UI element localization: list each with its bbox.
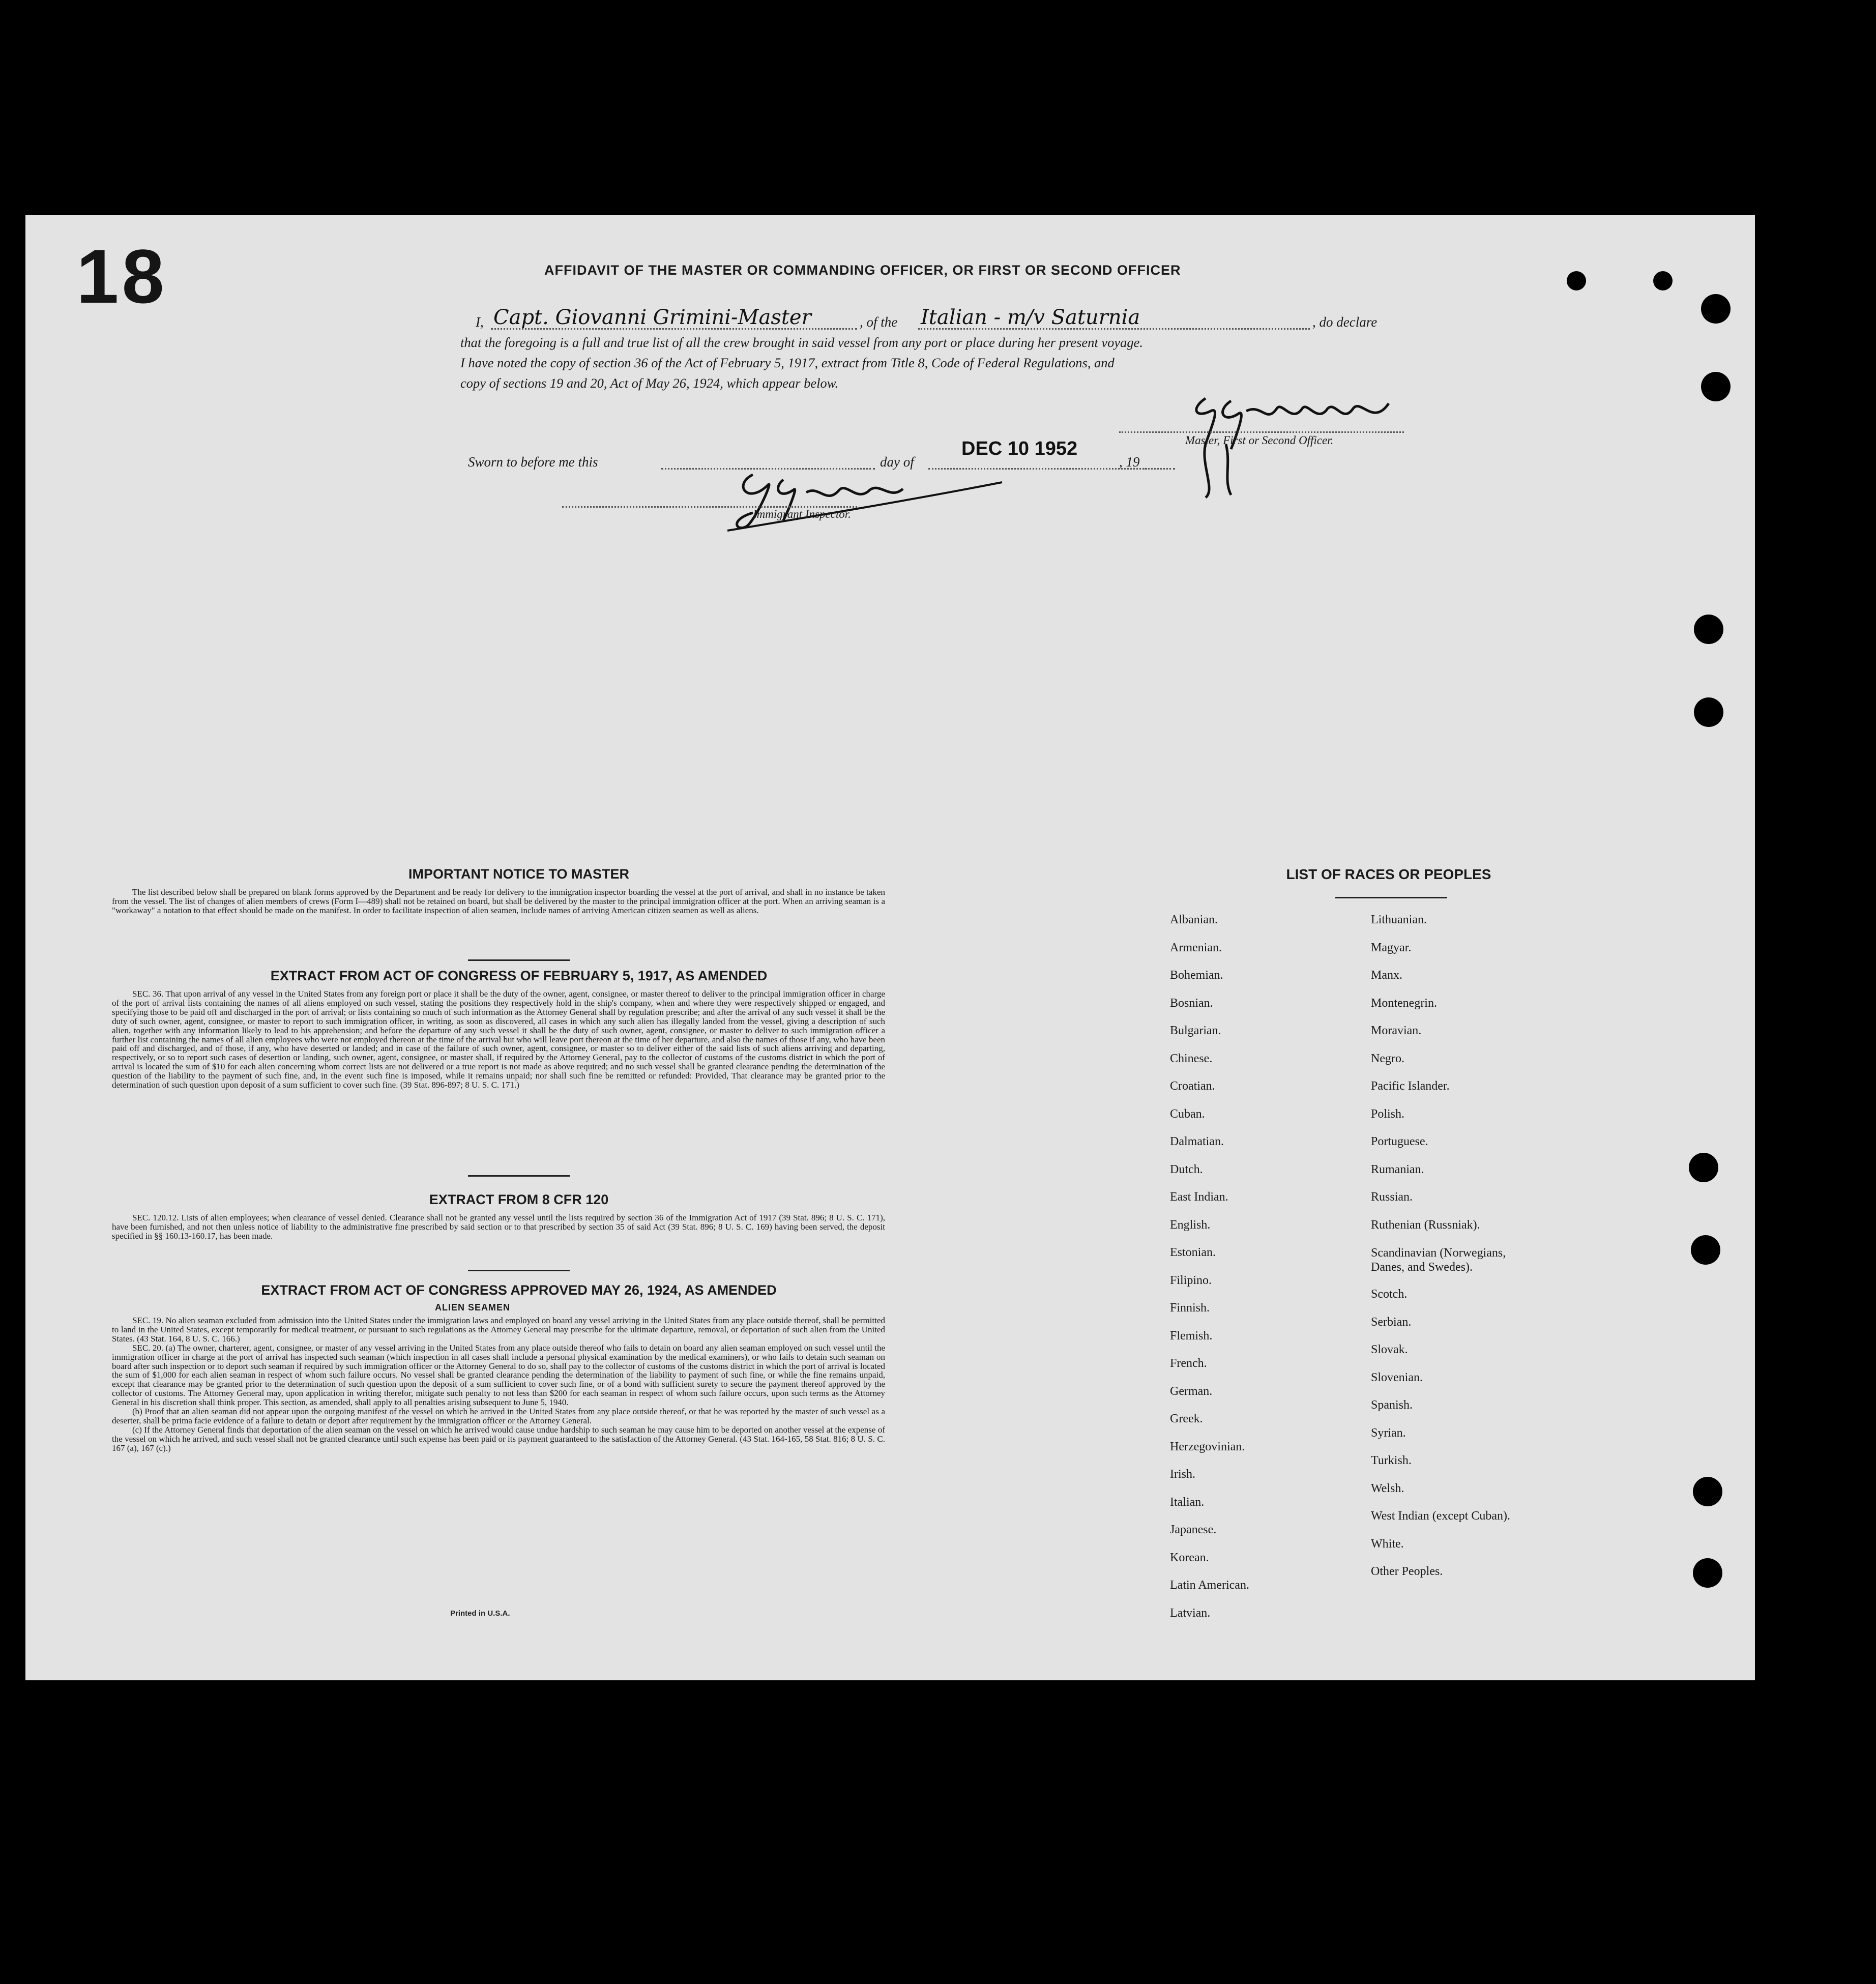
race-item: Dalmatian. bbox=[1170, 1135, 1224, 1148]
master-signature-line bbox=[1119, 431, 1404, 433]
master-signature-label: Master, First or Second Officer. bbox=[1185, 434, 1334, 447]
affidavit-title: AFFIDAVIT OF THE MASTER OR COMMANDING OFFICER, OR FIRST OR SECOND OFFICER bbox=[544, 262, 1181, 278]
inspector-signature bbox=[717, 464, 1012, 536]
master-name-handwritten: Capt. Giovanni Grimini-Master bbox=[493, 306, 811, 329]
race-item: Russian. bbox=[1371, 1190, 1413, 1204]
sworn-year-line bbox=[1145, 468, 1175, 470]
punch-hole bbox=[1694, 697, 1723, 727]
extract-1924-title: EXTRACT FROM ACT OF CONGRESS APPROVED MAY 26, 1924, AS AMENDED bbox=[261, 1282, 777, 1298]
race-item: Greek. bbox=[1170, 1412, 1203, 1425]
race-item: Scotch. bbox=[1371, 1288, 1408, 1301]
sworn-prefix: Sworn to before me this bbox=[468, 454, 598, 470]
declaration-prefix: I, bbox=[476, 314, 484, 330]
extract-1924-body bbox=[112, 1316, 885, 1453]
extract-1924-paragraph: SEC. 19. No alien seaman excluded from admission into the United States under the immigration laws and employed on board any vessel arriving in the United States from any place outside thereof, shall be permitted to land in the United States, except temporarily for medical treatment, or pursuant to such regulations as the Attorney General may prescribe for the ultimate departure, removal, or deportation of such alien from the United States. (43 Stat. 164, 8 U. S. C. 166.) bbox=[112, 1316, 885, 1344]
race-item: Ruthenian (Russniak). bbox=[1371, 1218, 1480, 1232]
race-item: Turkish. bbox=[1371, 1454, 1412, 1467]
declaration-line-3: I have noted the copy of section 36 of the Act of February 5, 1917, extract from Title 8, Code of Federal Regulations, and bbox=[460, 355, 1115, 370]
extract-1917-title: EXTRACT FROM ACT OF CONGRESS OF FEBRUARY 5, 1917, AS AMENDED bbox=[270, 968, 768, 983]
race-item: Korean. bbox=[1170, 1551, 1209, 1564]
race-item: Italian. bbox=[1170, 1495, 1205, 1509]
race-item: Bohemian. bbox=[1170, 969, 1223, 982]
race-item: Montenegrin. bbox=[1371, 996, 1437, 1010]
race-item: Flemish. bbox=[1170, 1329, 1213, 1343]
extract-1924-subtitle: ALIEN SEAMEN bbox=[435, 1302, 511, 1312]
race-item: Slovenian. bbox=[1371, 1370, 1423, 1384]
races-divider bbox=[1335, 897, 1447, 898]
race-item: Magyar. bbox=[1371, 941, 1412, 954]
race-item: Other Peoples. bbox=[1371, 1565, 1443, 1578]
vessel-name-handwritten: Italian - m/v Saturnia bbox=[921, 306, 1140, 329]
race-item: Croatian. bbox=[1170, 1079, 1215, 1093]
notice-title: IMPORTANT NOTICE TO MASTER bbox=[408, 866, 629, 882]
race-item: Syrian. bbox=[1371, 1426, 1406, 1440]
race-item: Bosnian. bbox=[1170, 996, 1213, 1010]
section-divider bbox=[468, 1175, 570, 1177]
race-item: Polish. bbox=[1371, 1107, 1405, 1121]
extract-cfr-body: SEC. 120.12. Lists of alien employees; when clearance of vessel denied. Clearance shall not be granted any vessel until the lists required by section 36 of the Immigration Act of 1917 (39 Stat. 896; 8 U. S. C. 171), have been furnished, and not then unless notice of liability to the administrative fine prescribed by said section or to that prescribed by section 35 of said Act (39 Stat. 896; 8 U. S. C. 169) having been served, the deposit specified in §§ 160.13-160.17, has been made. bbox=[112, 1213, 885, 1241]
race-item: Dutch. bbox=[1170, 1162, 1203, 1176]
document-sheet bbox=[25, 215, 1755, 1680]
race-item: German. bbox=[1170, 1384, 1213, 1398]
section-divider bbox=[468, 1270, 570, 1271]
race-item: Irish. bbox=[1170, 1468, 1195, 1481]
race-item: Chinese. bbox=[1170, 1052, 1213, 1065]
punch-hole bbox=[1693, 1477, 1722, 1506]
race-item: Serbian. bbox=[1371, 1315, 1412, 1329]
races-title: LIST OF RACES OR PEOPLES bbox=[1286, 866, 1491, 882]
punch-hole bbox=[1693, 1558, 1722, 1588]
punch-hole bbox=[1694, 615, 1723, 644]
race-item: Estonian. bbox=[1170, 1246, 1216, 1259]
race-item: Japanese. bbox=[1170, 1523, 1217, 1536]
race-item: Negro. bbox=[1371, 1052, 1404, 1065]
race-item: Scandinavian (Norwegians, Danes, and Swedes). bbox=[1371, 1246, 1506, 1274]
race-item: Cuban. bbox=[1170, 1107, 1205, 1121]
punch-hole bbox=[1689, 1153, 1718, 1182]
printed-in-label: Printed in U.S.A. bbox=[450, 1609, 510, 1618]
race-item: Herzegovinian. bbox=[1170, 1440, 1245, 1453]
notice-body: The list described below shall be prepared on blank forms approved by the Department and be ready for delivery to the immigration inspector boarding the vessel at the port of arrival, and shall in no instance be taken from the vessel. The list of changes of alien members of crews (Form I—489) shall not be retained on board, but shall be delivered by the master to the principal immigration officer at the port. When an arriving seaman is a "workaway" a notation to that effect should be made on the manifest. In order to facilitate inspection of alien seamen, include names of arriving American citizen seamen as well as aliens. bbox=[112, 887, 885, 915]
race-item: Finnish. bbox=[1170, 1301, 1210, 1315]
extract-1924-paragraph: (c) If the Attorney General finds that deportation of the alien seaman on the vessel on which he arrived would cause undue hardship to such seaman he may cause him to be deported on another vessel at the expense of the vessel on which he arrived, and such vessel shall not be granted clearance until such expense has been paid or its payment guaranteed to the satisfaction of the Attorney General. (43 Stat. 164-165, 58 Stat. 816; 8 U. S. C. 167 (a), 167 (c).) bbox=[112, 1424, 885, 1453]
extract-cfr-title: EXTRACT FROM 8 CFR 120 bbox=[429, 1192, 609, 1207]
race-item: French. bbox=[1170, 1357, 1207, 1370]
extract-1924-paragraph: (b) Proof that an alien seaman did not appear upon the outgoing manifest of the vessel on which he arrived in the United States from any place outside thereof, or that he was reported by the master of such vessel as a deserter, shall be prima facie evidence of a failure to detain or deport after requirement by the immigration officer or the Attorney General. bbox=[112, 1407, 885, 1425]
section-divider bbox=[468, 959, 570, 961]
race-item: Filipino. bbox=[1170, 1273, 1212, 1287]
corner-page-mark: 18 bbox=[76, 234, 167, 319]
race-item: Albanian. bbox=[1170, 913, 1218, 926]
race-item: Welsh. bbox=[1371, 1481, 1404, 1495]
race-item: Latvian. bbox=[1170, 1606, 1211, 1620]
race-item: East Indian. bbox=[1170, 1190, 1228, 1204]
race-item: Slovak. bbox=[1371, 1343, 1408, 1356]
race-item: Rumanian. bbox=[1371, 1162, 1424, 1176]
race-item: English. bbox=[1170, 1218, 1211, 1232]
sworn-date-stamp: DEC 10 1952 bbox=[961, 438, 1078, 459]
race-item: Lithuanian. bbox=[1371, 913, 1427, 926]
vessel-name-line bbox=[918, 328, 1310, 330]
race-item: Latin American. bbox=[1170, 1579, 1249, 1592]
race-item: Spanish. bbox=[1371, 1398, 1413, 1412]
sworn-day-label: day of bbox=[880, 454, 914, 470]
inspector-signature-label: Immigrant Inspector. bbox=[753, 508, 851, 520]
declaration-line-4: copy of sections 19 and 20, Act of May 26, 1924, which appear below. bbox=[460, 375, 839, 391]
punch-hole bbox=[1701, 372, 1731, 401]
sworn-year: , 19 bbox=[1119, 454, 1140, 470]
punch-hole bbox=[1653, 271, 1673, 290]
race-item: Bulgarian. bbox=[1170, 1024, 1221, 1037]
punch-hole bbox=[1691, 1235, 1720, 1265]
declaration-suffix: , do declare bbox=[1312, 314, 1377, 330]
races-right-column bbox=[1371, 913, 1656, 1593]
race-item: West Indian (except Cuban). bbox=[1371, 1509, 1510, 1523]
race-item: Moravian. bbox=[1371, 1024, 1422, 1037]
declaration-line-2: that the foregoing is a full and true list of all the crew brought in said vessel from any port or place during her present voyage. bbox=[460, 335, 1144, 350]
declaration-mid: , of the bbox=[860, 314, 898, 330]
punch-hole bbox=[1701, 294, 1731, 324]
punch-hole bbox=[1567, 271, 1586, 290]
race-item: White. bbox=[1371, 1537, 1404, 1551]
race-item: Portuguese. bbox=[1371, 1135, 1428, 1148]
race-item: Armenian. bbox=[1170, 941, 1222, 954]
extract-1917-body: SEC. 36. That upon arrival of any vessel in the United States from any foreign port or place it shall be the duty of the owner, agent, consignee, or master thereof to deliver to the principal immigration officer in charge of the port of arrival lists containing the names of all aliens employed on such vessel, stating the positions they respectively hold in the ship's company, when and where they were respectively shipped or engaged, and specifying those to be paid off and discharged in the port of arrival; or lists containing so much of such information as the Attorney General shall by regulation prescribe; and after the arrival of any such vessel it shall be the duty of such owner, agent, consignee, or master to report to such immigration officer, in writing, as soon as discovered, all cases in which any such alien has illegally landed from the vessel, giving a description of such alien, together with any information likely to lead to his apprehension; and before the departure of any such vessel it shall be the duty of such owner, agent, consignee, or master to deliver to such immigration officer a further list containing the names of all alien employees who were not employed thereon at the time of the arrival but who will leave port thereon at the time of her departure, and also the names of those if any, who have been paid off and discharged, and of those, if any, who have deserted or landed; and in case of the failure of such owner, agent, consignee, or master so to deliver either of the said lists of such aliens arriving and departing, respectively, or so to report such cases of desertion or landing, such owner, agent, consignee, or master shall, if required by the Attorney General, pay to the collector of customs of the customs district in which the port of arrival is located the sum of $10 for each alien concerning whom correct lists are not delivered or a true report is not made as above required; and no such vessel shall be granted clearance pending the determination of the question of the liability to the payment of such fine, and, in the event such fine is imposed, while it remains unpaid; nor shall such fine be remitted or refunded: Provided, That clearance may be granted prior to the determination of such question upon deposit of a sum sufficient to cover such fine. (39 Stat. 896-897; 8 U. S. C. 171.) bbox=[112, 989, 885, 1090]
master-name-line bbox=[491, 328, 857, 330]
race-item: Manx. bbox=[1371, 969, 1402, 982]
extract-1924-paragraph: SEC. 20. (a) The owner, charterer, agent, consignee, or master of any vessel arriving in the United States from any place outside thereof who fails to detain on board any alien seaman employed on such vessel until the immigration officer in charge at the port of arrival has inspected such seaman (which inspection in all cases shall include a personal physical examination by the medical examiners), or who fails to detain such seaman on board after such inspection or to deport such seaman if required by such immigration officer or the Attorney General to do so, shall pay to the collector of customs of the customs district in which the port of arrival is located the sum of $1,000 for each alien seaman in respect of whom such failure occurs. No vessel shall be granted clearance pending the determination of the liability to payment of such fine, or while the fine remains unpaid, except that clearance may be granted prior to the determination of such question upon the deposit of a sum sufficient to cover such fine, or of a bond with sufficient surety to secure the payment thereof approved by the collector of customs. The Attorney General may, upon application in writing therefor, mitigate such penalty to not less than $200 for each seaman in respect of whom such failure occurs, upon such terms as the Attorney General in his discretion shall think proper. This section, as amended, shall apply to all penalties arising subsequent to June 5, 1940. bbox=[112, 1343, 885, 1408]
race-item: Pacific Islander. bbox=[1371, 1079, 1450, 1093]
races-left-column bbox=[1170, 913, 1353, 1634]
